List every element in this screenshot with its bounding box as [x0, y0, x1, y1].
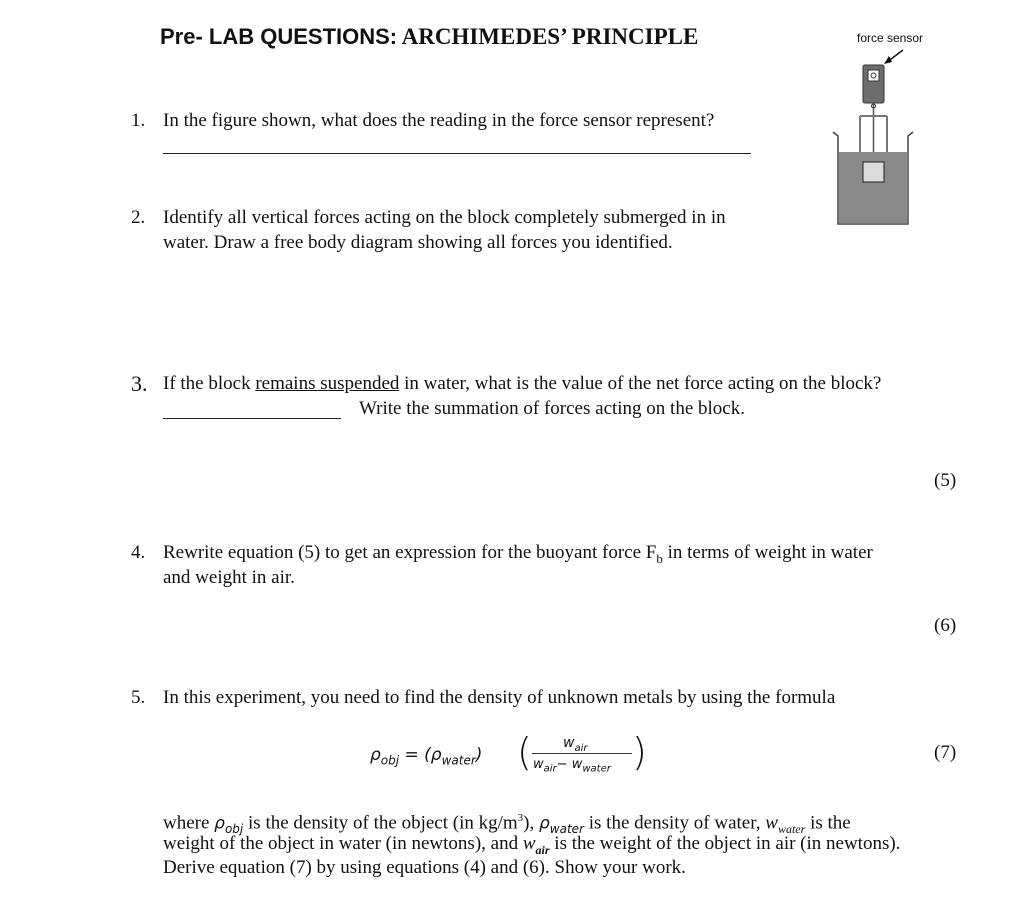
beaker-figure — [830, 44, 914, 226]
question-4: 4. Rewrite equation (5) to get an expression for the buoyant force $F_b$ in terms of weight in water and weight in air. — [131, 542, 873, 588]
question-3: 3. If the block remains suspended in water, what is the value of the net force acting on the block? Write the summation of forces acting on the block. — [131, 371, 882, 419]
question-5: 5. In this experiment, you need to find the density of unknown metals by using the formula — [131, 687, 836, 708]
equation-number-5: (5) — [934, 470, 957, 491]
fraction-denominator: $w_{air}- w_{water}$ — [533, 757, 611, 775]
equation-number-6: (6) — [934, 615, 957, 636]
answer-line-1[interactable] — [163, 153, 751, 154]
left-paren: ( — [517, 730, 532, 774]
question-1: 1. In the figure shown, what does the reading in the force sensor represent? — [131, 110, 715, 131]
answer-line-3[interactable] — [163, 418, 341, 419]
fraction-numerator: $w_{air}$ — [563, 735, 588, 754]
page-title: Pre- LAB QUESTIONS: ARCHIMEDES’ PRINCIPLE — [160, 24, 699, 49]
equation-number-7: (7) — [934, 742, 957, 763]
force-sensor-label: force sensor — [857, 31, 924, 45]
density-formula: $\rho_{obj} = (\rho_{water})$ — [370, 745, 483, 768]
question-2: 2. Identify all vertical forces acting on the block completely submerged in in water. Draw a free body diagram showing all forces you identified. — [131, 207, 726, 253]
where-line-3: Derive equation (7) by using equations (4) and (6). Show your work. — [163, 857, 686, 878]
right-paren: ) — [632, 730, 647, 774]
where-line-2: weight of the object in water (in newtons), and $w_{air}$ is the weight of the object in air (in newtons). — [163, 833, 901, 857]
arrow-head-icon — [884, 56, 892, 64]
where-line-1: where $\rho_{obj}$ is the density of the object (in $kg/m^3$), $\rho_{water}$ is the density of water, $w_{water}$ is the — [163, 812, 851, 837]
block-icon — [863, 162, 884, 182]
fraction-bar — [532, 753, 632, 754]
